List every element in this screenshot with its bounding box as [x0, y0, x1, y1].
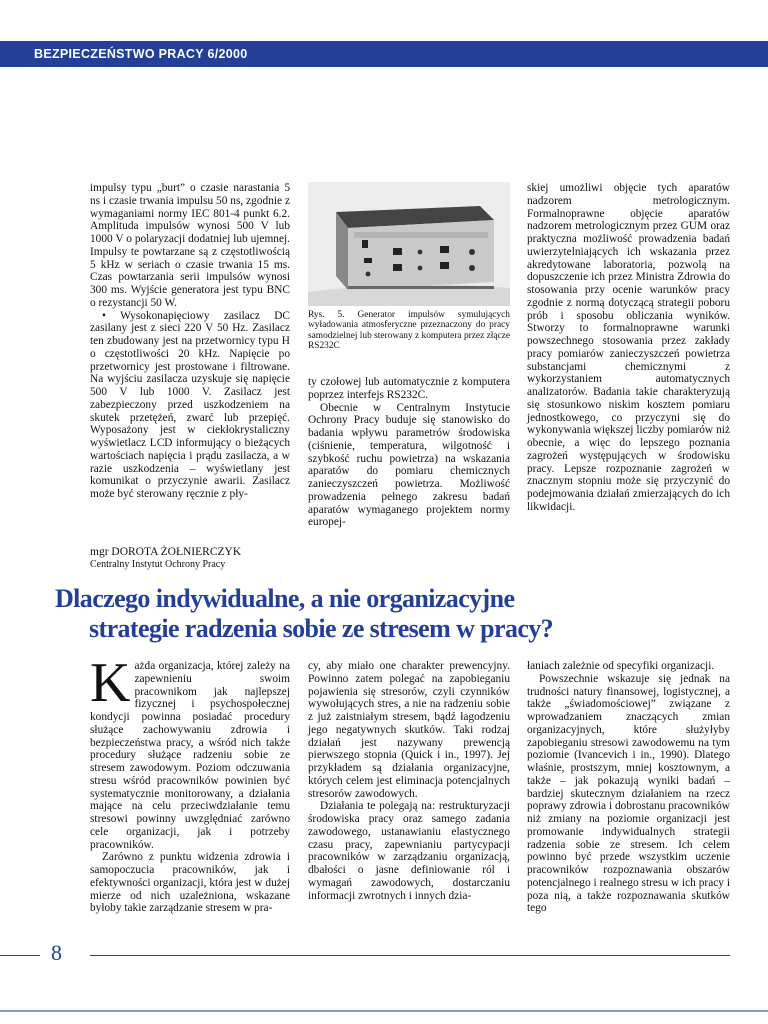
journal-header: BEZPIECZEŃSTWO PRACY 6/2000: [34, 47, 248, 61]
paragraph: skiej umożliwi objęcie tych aparatów nadzorem metrologicznym. Formalnoprawne objęcie aparatów nadzorem metrologicznym przez GUM oraz praktyczna możliwość prowadzenia badań uwierzytelniających ich wskazania przez akredytowane laboratoria, pozwolą na dopuszczenie ich przez Ministra Zdrowia do stosowania przy ocenie warunków pracy zgodnie z normą dotyczącą strategii poboru prób i sposobu obliczania wyników. Stworzy to formalnoprawne warunki powszechnego stosowania przez zakłady pracy pomiarów zanieczyszczeń powietrza substancjami chemicznymi z wykorzystaniem automatycznych analizatorów. Badania takie charakteryzują się stosunkowo niskim kosztem pomiaru jednostkowego, co przyczyni się do wykonywania większej liczby pomiarów niż obecnie, a więc do lepszego poznania zagrożeń występujących w środowisku pracy. Lepsze rozpoznanie zagrożeń w znacznym stopniu może się przyczynić do podejmowania działań zmierzających do ich likwidacji.: [527, 182, 730, 513]
author-block: [90, 546, 241, 570]
paragraph: Powszechnie wskazuje się jednak na trudności natury finansowej, logistycznej, a także „świadomościowej” związane z wprowadzaniem znaczących zmian organizacyjnych, które służyłyby zapobieganiu stresowi zawodowemu na tym poziomie (Ivancevich i in., 1990). Dlatego właśnie, prostszym, mniej kosztownym, a także – jak pokazują wyniki badań – bardziej skutecznym działaniem na rzecz poprawy zdrowia i dobrostanu pracowników niż zmiany na poziomie organizacji jest promowanie indywidualnych strategii radzenia sobie ze stresem. Ich celem powinno być przede wszystkim uczenie pracowników rozpoznawania obszarów potencjalnego i realnego stresu w ich pracy i poza nią, a także rozpoznawania skutków tego: [527, 672, 730, 915]
bottom-border: [0, 1010, 768, 1012]
paragraph-with-dropcap: [90, 652, 290, 851]
figure-photo: [308, 182, 510, 306]
article-column-1: [90, 652, 290, 915]
top-column-1: [90, 182, 290, 501]
footer-rule-left: [0, 955, 40, 956]
paragraph: łaniach zależnie od specyfiki organizacji.: [527, 660, 715, 672]
article-title: [55, 584, 553, 644]
paragraph-text: ażda organizacja, której zależy na zapewnieniu swoim pracownikom jak najlepszej fizycznej i psychospołecznej kondycji powinna posiadać procedury służące zachowywaniu zdrowia i bezpieczeństwa pracy, a wśród nich także procedury służące radzeniu sobie ze stresem zawodowym. Poziom odczuwania stresu wśród pracowników powinien być systematycznie monitorowany, a działania mające na celu przeciwdziałanie temu stresowi powinny uwzględniać zarówno cele organizacji, jak i potrzeby pracowników.: [90, 660, 290, 851]
article-column-3: [527, 660, 730, 915]
paragraph: Działania te polegają na: restrukturyzacji środowiska pracy oraz samego zadania zawodowego, ustanawianiu elastycznego czasu pracy, zapewnianiu partycypacji pracowników w zarządzaniu organizacją, dbałości o jasne definiowanie ról i wymagań zawodowych, dostarczaniu informacji zwrotnych i innych dzia-: [308, 800, 510, 902]
footer-rule: [90, 955, 730, 956]
paragraph: Zarówno z punktu widzenia zdrowia i samopoczucia pracowników, jak i efektywności organizacji, która jest w dużej mierze od nich uzależniona, wskazane byłoby takie zarządzanie stresem w pra-: [90, 851, 290, 915]
article-column-2: [308, 660, 510, 902]
author-affiliation: Centralny Instytut Ochrony Pracy: [90, 559, 226, 570]
paragraph: cy, aby miało one charakter prewencyjny. Powinno zatem polegać na zapobieganiu pojawienia się stresorów, czyli czynników wywołujących stres, a nie na radzeniu sobie z już zaistniałym stresem, bądź łagodzeniu jego negatywnych skutków. Taki rodzaj działań jest nazywany prewencją pierwszego stopnia (Quick i in., 1997). Jej przykładem są działania organizacyjne, których celem jest eliminacja potencjalnych stresorów zawodowych.: [308, 660, 510, 800]
top-column-3: [527, 182, 730, 514]
figure-caption: Rys. 5. Generator impulsów symulujących wyładowania atmosferyczne przeznaczony do pracy samodzielnej lub sterowany z komputera przez złącze RS232C: [308, 310, 510, 351]
top-column-2: [308, 376, 510, 529]
paragraph: ty czołowej lub automatycznie z komputera poprzez interfejs RS232C.: [308, 376, 510, 401]
article-title-line-1: Dlaczego indywidualne, a nie organizacyjne: [55, 584, 515, 613]
page-number: 8: [51, 940, 62, 965]
pulse-generator-image: [308, 182, 510, 306]
paragraph: • Wysokonapięciowy zasilacz DC zasilany jest z sieci 220 V 50 Hz. Zasilacz ten zbudowany jest na przetwornicy typu H o częstotliwości 20 kHz. Napięcie po przetwornicy jest prostowane i filtrowane. Na wyjściu zasilacza uzyskuje się napięcie 500 V lub 1000 V. Zasilacz jest zabezpieczony przed uszkodzeniem na skutek przetężeń, zwarć lub przepięć. Wyposażony jest w ciekłokrystaliczny wyświetlacz LCD informujący o bieżących wartościach napięcia i prądu zasilacza, a w razie uszkodzenia – wyświetlany jest komunikat o przyczynie awarii. Zasilacz może być sterowany ręcznie z pły-: [90, 309, 290, 500]
author-name: mgr DOROTA ŻOŁNIERCZYK: [90, 546, 242, 558]
paragraph: Obecnie w Centralnym Instytucie Ochrony Pracy buduje się stanowisko do badania wpływu parametrów środowiska (ciśnienie, temperatura, wilgotność i szybkość ruchu powietrza) na wskazania aparatów do pomiaru chemicznych zanieczyszczeń powietrza. Możliwość prowadzenia pełnego zakresu badań aparatów wymaganego projektem normy europej-: [308, 401, 510, 529]
dropcap: K: [90, 652, 131, 714]
paragraph: impulsy typu „burt” o czasie narastania 5 ns i czasie trwania impulsu 50 ns, zgodnie z wymaganiami normy IEC 801-4 punkt 6.2. Amplituda impulsów wynosi 500 V lub 1000 V o polaryzacji dodatniej lub ujemnej. Impulsy te powtarzane są z częstotliwością 5 kHz w seriach o czasie trwania 15 ms. Czas powtarzania serii impulsów wynosi 300 ms. Wyjście generatora jest typu BNC o rezystancji 50 W.: [90, 182, 290, 309]
article-title-line-2: strategie radzenia sobie ze stresem w pracy?: [89, 614, 554, 643]
